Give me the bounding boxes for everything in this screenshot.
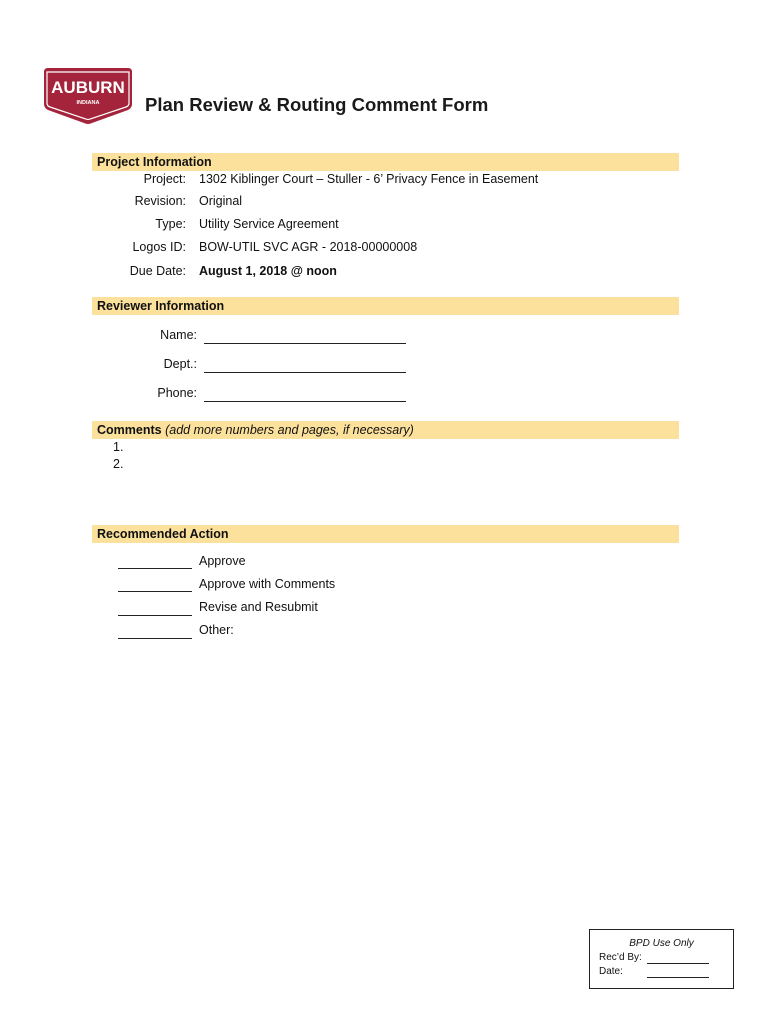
- name-label: Name:: [160, 328, 197, 342]
- comment-item-1[interactable]: 1.: [113, 440, 124, 454]
- revision-value: Original: [199, 194, 243, 208]
- type-label: Type:: [155, 217, 186, 231]
- recd-by-label: Rec’d By:: [599, 952, 642, 963]
- due-date-label: Due Date:: [129, 264, 186, 278]
- approve-line[interactable]: [118, 568, 192, 569]
- dept-label: Dept.:: [163, 357, 197, 371]
- bpd-heading: BPD Use Only: [629, 938, 694, 949]
- logo-wordmark: AUBURN: [51, 78, 125, 97]
- logos-id-label: Logos ID:: [132, 240, 186, 254]
- other-option: Other:: [199, 623, 234, 637]
- project-value: 1302 Kiblinger Court – Stuller - 6’ Privacy Fence in Easement: [199, 172, 539, 186]
- phone-label: Phone:: [157, 386, 197, 400]
- phone-field[interactable]: [204, 401, 406, 402]
- bpd-date-field[interactable]: [647, 977, 709, 978]
- approve-with-comments-line[interactable]: [118, 591, 192, 592]
- page-title: Plan Review & Routing Comment Form: [145, 94, 489, 115]
- bpd-date-label: Date:: [599, 966, 623, 977]
- bpd-use-only-box: [589, 929, 734, 989]
- logo-subtext: INDIANA: [76, 100, 100, 106]
- comments-heading: Comments (add more numbers and pages, if necessary): [92, 421, 679, 439]
- comment-item-2[interactable]: 2.: [113, 457, 124, 471]
- due-date-value: August 1, 2018 @ noon: [199, 264, 337, 278]
- name-field[interactable]: [204, 343, 406, 344]
- recd-by-field[interactable]: [647, 963, 709, 964]
- approve-with-comments-option: Approve with Comments: [199, 577, 336, 591]
- logos-id-value: BOW-UTIL SVC AGR - 2018-00000008: [199, 240, 418, 254]
- revision-label: Revision:: [134, 194, 186, 208]
- recommended-action-heading: Recommended Action: [92, 525, 679, 543]
- revise-resubmit-line[interactable]: [118, 615, 192, 616]
- comments-note: (add more numbers and pages, if necessary): [165, 423, 414, 437]
- type-value: Utility Service Agreement: [199, 217, 339, 231]
- approve-option: Approve: [199, 554, 246, 568]
- other-line[interactable]: [118, 638, 192, 639]
- revise-resubmit-option: Revise and Resubmit: [199, 600, 318, 614]
- project-info-heading: Project Information: [92, 153, 679, 171]
- reviewer-info-heading: Reviewer Information: [92, 297, 679, 315]
- project-label: Project:: [143, 172, 186, 186]
- auburn-logo: [42, 66, 134, 126]
- dept-field[interactable]: [204, 372, 406, 373]
